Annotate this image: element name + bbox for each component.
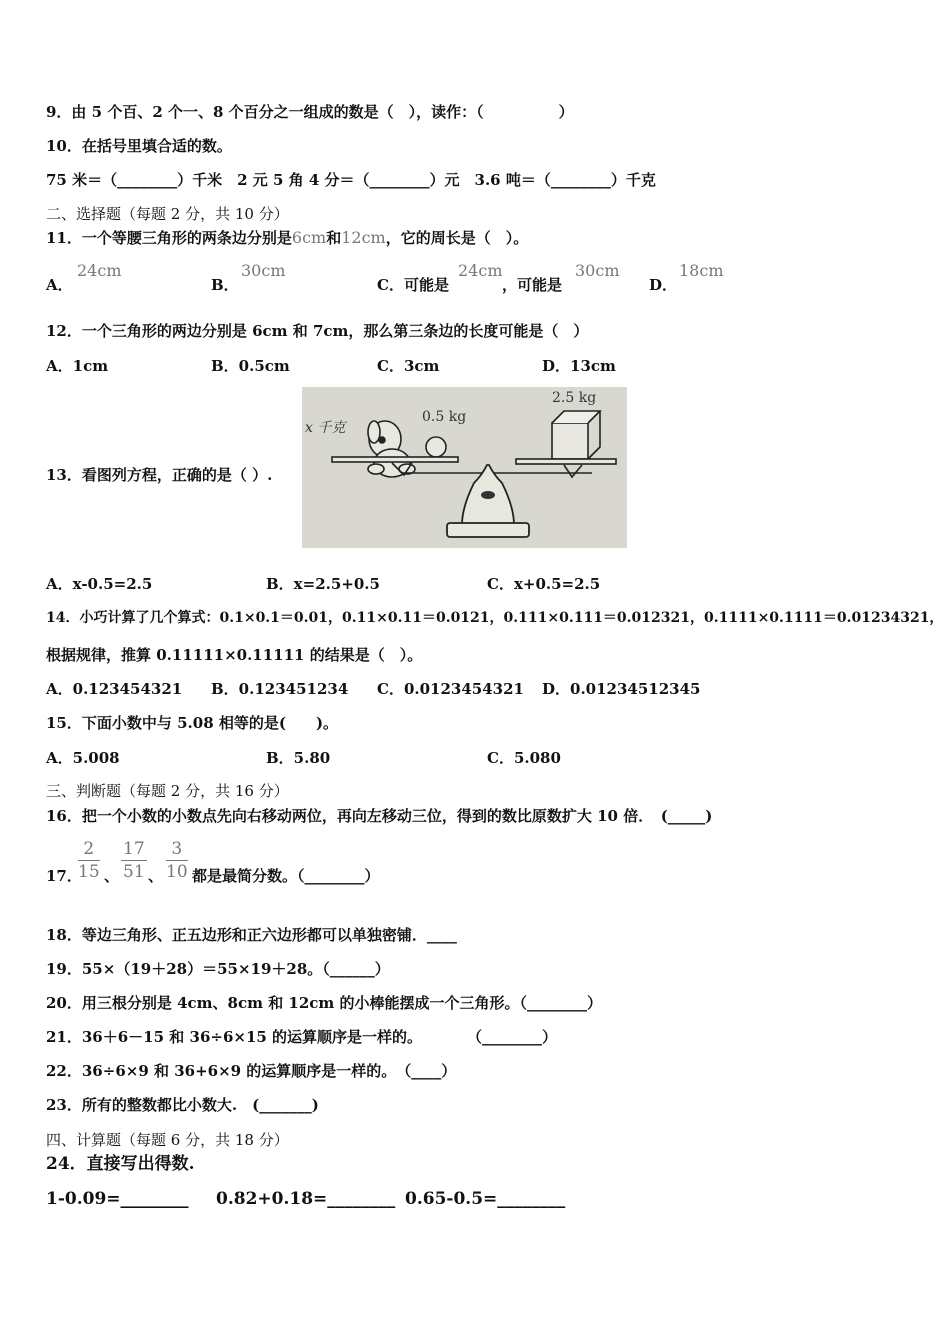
question-20: 20．用三根分别是 4cm、8cm 和 12cm 的小棒能摆成一个三角形。（________） — [46, 994, 603, 1012]
q11-option-c-label: C．可能是 — [377, 276, 449, 294]
q11-option-c-value-2: 30cm — [575, 261, 620, 280]
q13-option-c: C．x+0.5=2.5 — [487, 575, 601, 593]
right-pan — [516, 459, 616, 464]
q11-option-d-label: D． — [649, 276, 678, 294]
q15-option-a: A．5.008 — [46, 749, 120, 767]
q11-option-c-value-1: 24cm — [458, 261, 503, 280]
q11-option-d-value: 18cm — [679, 261, 724, 280]
question-10-blanks: 75 米＝（________）千米 2 元 5 角 4 分＝（________）元 3.6 吨＝（________）千克 — [46, 171, 656, 189]
q17-label: 17． — [46, 867, 82, 885]
q11-stem-a: 11．一个等腰三角形的两条边分别是 — [46, 229, 292, 247]
section-3-heading: 三、判断题（每题 2 分，共 16 分） — [46, 782, 289, 800]
question-11-stem — [46, 228, 528, 248]
q17-fraction-1-numerator: 2 — [78, 838, 100, 861]
balance-scale-image — [302, 387, 627, 548]
question-16: 16．把一个小数的小数点先向右移动两位，再向左移动三位，得到的数比原数扩大 10 倍． (_____) — [46, 807, 713, 825]
section-4-heading: 四、计算题（每题 6 分，共 18 分） — [46, 1131, 289, 1149]
q17-fraction-3 — [166, 838, 188, 883]
q11-stem-b: 和 — [326, 229, 342, 247]
box-weight-label: 2.5 kg — [552, 390, 597, 406]
q11-option-c-middle: ，可能是 — [502, 276, 563, 294]
ball-icon — [426, 437, 446, 457]
q12-option-d: D．13cm — [542, 357, 616, 375]
q17-fraction-3-denominator: 10 — [166, 862, 188, 882]
left-pan — [332, 457, 458, 462]
q17-tail: 都是最简分数。（________） — [192, 867, 380, 885]
question-9: 9．由 5 个百、2 个一、8 个百分之一组成的数是（ ），读作：（ ） — [46, 103, 574, 121]
q11-option-a-label: A． — [46, 276, 73, 294]
section-2-heading: 二、选择题（每题 2 分，共 10 分） — [46, 205, 289, 223]
q24-item-1: 1-0.09=________ — [46, 1189, 189, 1209]
q11-value-1: 6cm — [291, 228, 327, 247]
scale-foot — [447, 523, 529, 537]
q14-option-d: D．0.01234512345 — [542, 680, 701, 698]
q14-option-b: B．0.123451234 — [211, 680, 349, 698]
q12-option-a: A．1cm — [46, 357, 109, 375]
q14-option-a: A．0.123454321 — [46, 680, 183, 698]
question-13-stem: 13．看图列方程，正确的是（ ）. — [46, 466, 273, 484]
q17-fraction-2-denominator: 51 — [123, 862, 145, 882]
q13-option-b: B．x=2.5+0.5 — [266, 575, 380, 593]
question-18: 18．等边三角形、正五边形和正六边形都可以单独密铺．____ — [46, 926, 457, 944]
q17-fraction-1-denominator: 15 — [78, 862, 100, 882]
q12-option-b: B．0.5cm — [211, 357, 290, 375]
q11-option-b-value: 30cm — [241, 261, 286, 280]
q17-fraction-2 — [121, 838, 147, 883]
question-19: 19．55×（19＋28）＝55×19＋28。（______） — [46, 960, 390, 978]
q11-option-b-label: B． — [211, 276, 239, 294]
q14-option-c: C．0.0123454321 — [377, 680, 524, 698]
q17-separator-2: 、 — [148, 867, 164, 885]
question-23: 23．所有的整数都比小数大. (_______) — [46, 1096, 319, 1114]
left-pan-label: x 千克 — [305, 420, 346, 436]
scale-eye-icon — [481, 491, 495, 499]
question-14-stem-line-1: 14．小巧计算了几个算式：0.1×0.1＝0.01，0.11×0.11＝0.0121，0.111×0.111＝0.012321，0.1111×0.1111＝0.01234321， — [46, 610, 944, 626]
q13-option-a: A．x-0.5=2.5 — [46, 575, 153, 593]
q17-fraction-3-numerator: 3 — [166, 838, 188, 861]
q17-fraction-1 — [78, 838, 100, 883]
q24-item-2: 0.82+0.18=________ — [216, 1189, 396, 1209]
q15-option-c: C．5.080 — [487, 749, 561, 767]
question-22: 22．36÷6×9 和 36+6×9 的运算顺序是一样的。 （____） — [46, 1062, 457, 1080]
q11-stem-c: ，它的周长是（ ）。 — [385, 229, 529, 247]
q24-item-3: 0.65-0.5=________ — [405, 1189, 566, 1209]
question-24-title: 24．直接写出得数. — [46, 1154, 195, 1174]
question-21: 21．36＋6－15 和 36÷6×15 的运算顺序是一样的。 （________） — [46, 1028, 558, 1046]
q11-option-a-value: 24cm — [77, 261, 122, 280]
q17-fraction-2-numerator: 17 — [123, 839, 145, 859]
question-15-stem: 15．下面小数中与 5.08 相等的是( )。 — [46, 714, 339, 732]
q17-separator-1: 、 — [104, 867, 120, 885]
q12-option-c: C．3cm — [377, 357, 440, 375]
q11-value-2: 12cm — [341, 228, 386, 247]
question-14-stem-line-2: 根据规律，推算 0.11111×0.11111 的结果是（ ）。 — [46, 646, 423, 664]
q15-option-b: B．5.80 — [266, 749, 331, 767]
question-10-title: 10．在括号里填合适的数。 — [46, 137, 232, 155]
ball-weight-label: 0.5 kg — [422, 409, 467, 425]
question-12-stem: 12．一个三角形的两边分别是 6cm 和 7cm，那么第三条边的长度可能是（ ） — [46, 322, 589, 340]
